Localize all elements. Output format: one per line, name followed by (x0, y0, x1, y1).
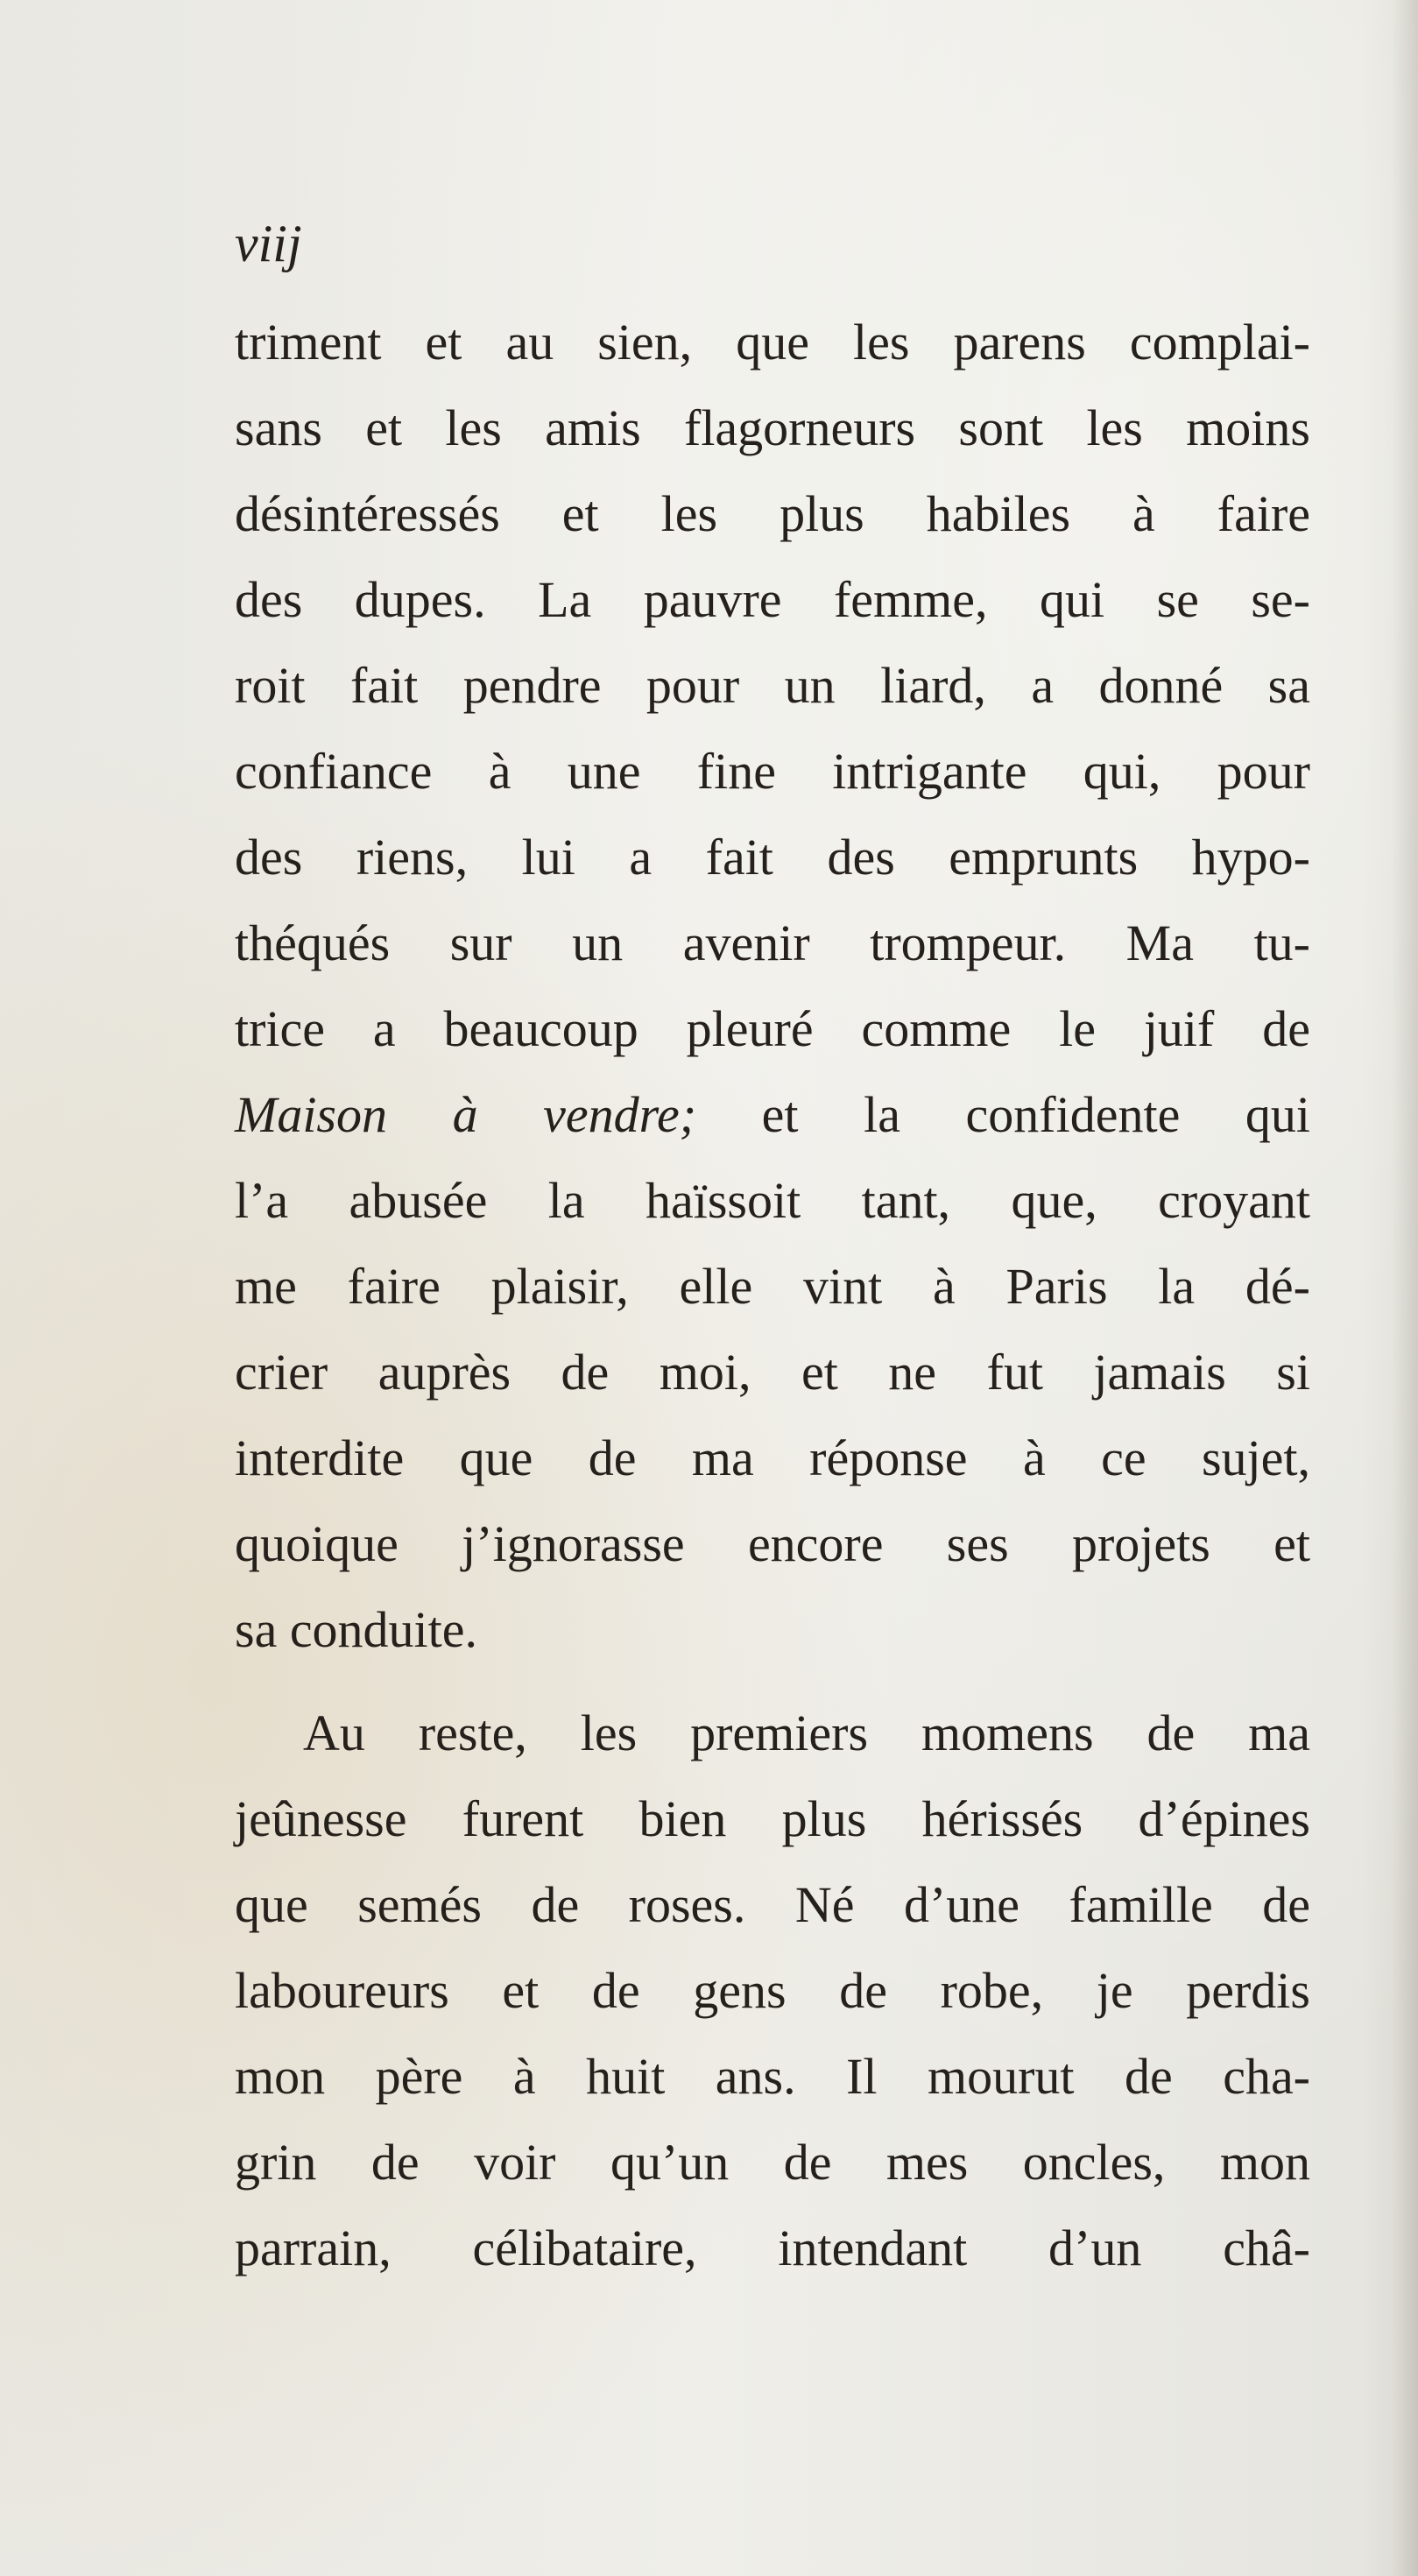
text-line: interdite que de ma réponse à ce sujet, (235, 1429, 1310, 1486)
text-line: l’a abusée la haïssoit tant, que, croyant (235, 1172, 1310, 1229)
text-line: triment et au sien, que les parens complai- (235, 314, 1310, 371)
paragraph-gap (235, 1673, 1310, 1690)
paragraph-1 (235, 300, 1310, 1673)
body-text (235, 300, 1310, 2291)
text-line: roit fait pendre pour un liard, a donné sa (235, 657, 1310, 714)
text-line-with-title (235, 1072, 1310, 1158)
text-line: grin de voir qu’un de mes oncles, mon (235, 2134, 1310, 2191)
text-line: confiance à une fine intrigante qui, pour (235, 743, 1310, 800)
text-line: mon père à huit ans. Il mourut de cha- (235, 2048, 1310, 2105)
text-line: quoique j’ignorasse encore ses projets et (235, 1515, 1310, 1572)
page-edge-shadow (1392, 0, 1418, 2576)
page-number: viij (235, 215, 302, 272)
text-line: désintéressés et les plus habiles à faire (235, 485, 1310, 542)
text-line: que semés de roses. Né d’une famille de (235, 1876, 1310, 1933)
text-line: sans et les amis flagorneurs sont les moins (235, 399, 1310, 456)
text-line: théqués sur un avenir trompeur. Ma tu- (235, 914, 1310, 971)
italic-title: Maison à vendre; (235, 1086, 697, 1143)
text-fragment: et la confidente qui (696, 1086, 1310, 1143)
text-line: sa conduite. (235, 1601, 478, 1658)
text-line: Au reste, les premiers momens de ma (303, 1704, 1310, 1761)
text-line: des riens, lui a fait des emprunts hypo- (235, 829, 1310, 886)
text-line: des dupes. La pauvre femme, qui se se- (235, 571, 1310, 628)
text-line: crier auprès de moi, et ne fut jamais si (235, 1344, 1310, 1401)
text-line: trice a beaucoup pleuré comme le juif de (235, 1000, 1310, 1057)
text-line: jeûnesse furent bien plus hérissés d’épines (235, 1790, 1310, 1847)
paragraph-2 (235, 1690, 1310, 2291)
text-line: parrain, célibataire, intendant d’un châ- (235, 2220, 1310, 2276)
text-line: laboureurs et de gens de robe, je perdis (235, 1962, 1310, 2019)
text-line: me faire plaisir, elle vint à Paris la dé- (235, 1258, 1310, 1315)
